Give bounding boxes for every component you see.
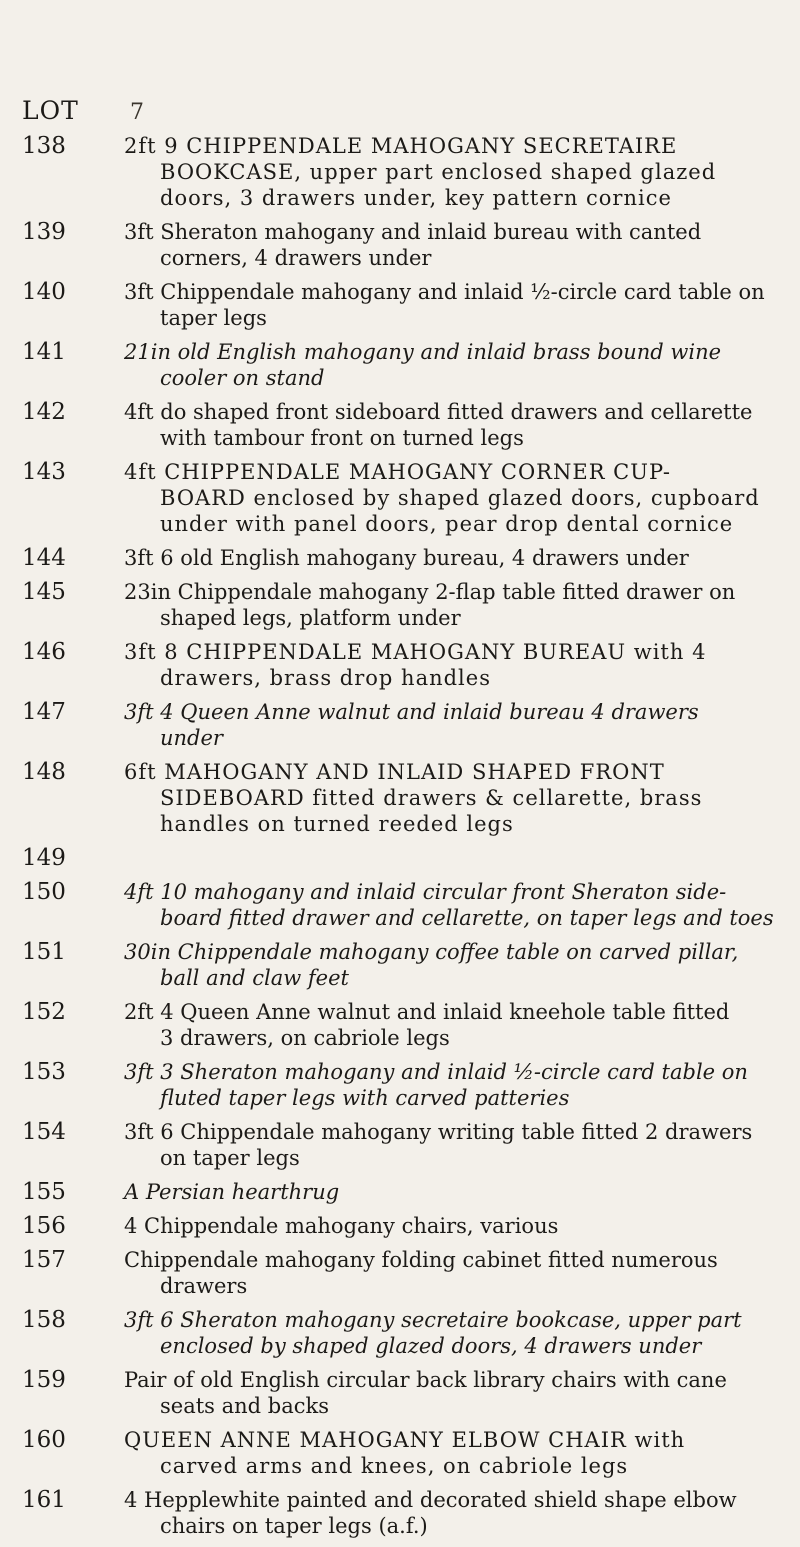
lot-description [124,339,778,391]
lot-number: 145 [22,579,66,605]
lot-entry [0,999,800,1051]
lot-description [124,759,778,837]
lot-description [124,999,778,1051]
lot-description-line: 23in Chippendale mahogany 2-flap table fitted drawer on [124,580,736,604]
lot-description [124,279,778,331]
lot-entry [0,459,800,537]
lot-number: 159 [22,1367,66,1393]
lot-number: 160 [22,1427,66,1453]
lot-description-line: A Persian hearthrug [124,1180,340,1204]
lot-description-line: 3ft 6 old English mahogany bureau, 4 drawers under [124,546,689,570]
lot-description-continuation: with tambour front on turned legs [160,426,524,450]
lot-description-continuation: drawers, brass drop handles [160,666,491,690]
lot-description-line: 2ft 9 CHIPPENDALE MAHOGANY SECRETAIRE [124,134,678,158]
lot-description [124,133,778,211]
page-mark: 7 [130,100,144,125]
lot-description-continuation: shaped legs, platform under [160,606,461,630]
lot-description-line: 4 Chippendale mahogany chairs, various [124,1214,559,1238]
lot-description-continuation: cooler on stand [160,366,325,390]
lot-entry [0,1427,800,1479]
lot-number: 147 [22,699,66,725]
lot-description-line: 3ft 6 Sheraton mahogany secretaire bookcase, upper part [124,1308,742,1332]
lot-entry [0,879,800,931]
lot-description-line: 6ft MAHOGANY AND INLAID SHAPED FRONT [124,760,665,784]
lot-description [124,1307,778,1359]
lot-number: 158 [22,1307,66,1333]
lot-number: 152 [22,999,66,1025]
lot-description-line: 3ft 6 Chippendale mahogany writing table fitted 2 drawers [124,1120,753,1144]
lot-description-line: Pair of old English circular back library chairs with cane [124,1368,727,1392]
lot-number: 157 [22,1247,66,1273]
lot-entry [0,579,800,631]
lot-description-line: QUEEN ANNE MAHOGANY ELBOW CHAIR with [124,1428,686,1452]
lot-entry [0,1119,800,1171]
lot-number: 139 [22,219,66,245]
lot-description-line: 3ft 3 Sheraton mahogany and inlaid ½-circle card table on [124,1060,748,1084]
lot-description [124,399,778,451]
lot-description-continuation: BOARD enclosed by shaped glazed doors, cupboard under with panel doors, pear drop dental cornice [160,486,760,536]
lot-description [124,699,778,751]
lot-entry [0,939,800,991]
lot-description-continuation: SIDEBOARD fitted drawers & cellarette, brass handles on turned reeded legs [160,786,703,836]
lot-entry [0,639,800,691]
lot-entry [0,845,800,871]
lot-number: 140 [22,279,66,305]
lot-number: 144 [22,545,66,571]
lot-list [0,133,800,1547]
lot-description [124,939,778,991]
lot-number: 138 [22,133,66,159]
lot-entry [0,133,800,211]
lot-description [124,579,778,631]
lot-number: 146 [22,639,66,665]
lot-entry [0,699,800,751]
lot-description-line: 2ft 4 Queen Anne walnut and inlaid kneehole table fitted [124,1000,730,1024]
lot-number: 148 [22,759,66,785]
lot-entry [0,1487,800,1539]
lot-description-continuation: on taper legs [160,1146,300,1170]
lot-description-line: 4ft 10 mahogany and inlaid circular front Sheraton side- [124,880,727,904]
lot-description [124,845,778,871]
lot-entry [0,545,800,571]
lot-number: 156 [22,1213,66,1239]
lot-description-continuation: drawers [160,1274,248,1298]
lot-description-continuation: fluted taper legs with carved patteries [160,1086,570,1110]
lot-description-continuation: board fitted drawer and cellarette, on taper legs and toes [160,906,774,930]
lot-description-continuation: corners, 4 drawers under [160,246,432,270]
lot-number: 154 [22,1119,66,1145]
lot-description-line: 3ft 8 CHIPPENDALE MAHOGANY BUREAU with 4 [124,640,707,664]
lot-entry [0,1367,800,1419]
lot-description-continuation: carved arms and knees, on cabriole legs [160,1454,629,1478]
lot-entry [0,1059,800,1111]
lot-description [124,879,778,931]
lot-entry [0,1247,800,1299]
lot-entry [0,279,800,331]
lot-description [124,1059,778,1111]
lot-description-continuation: taper legs [160,306,267,330]
lot-description-continuation: seats and backs [160,1394,330,1418]
lot-description [124,1367,778,1419]
lot-description-continuation: under [160,726,223,750]
lot-description-continuation: enclosed by shaped glazed doors, 4 drawers under [160,1334,702,1358]
lot-description-line: 3ft Sheraton mahogany and inlaid bureau with canted [124,220,702,244]
lot-description-line: 3ft Chippendale mahogany and inlaid ½-circle card table on [124,280,765,304]
lot-description-continuation: 3 drawers, on cabriole legs [160,1026,450,1050]
lot-description [124,459,778,537]
lot-description-continuation: BOOKCASE, upper part enclosed shaped glazed doors, 3 drawers under, key pattern cornice [160,160,717,210]
lot-description-line: 4ft CHIPPENDALE MAHOGANY CORNER CUP- [124,460,672,484]
lot-entry [0,399,800,451]
lot-description-line: 21in old English mahogany and inlaid brass bound wine [124,340,722,364]
lot-description-line: Chippendale mahogany folding cabinet fitted numerous [124,1248,718,1272]
lot-description [124,219,778,271]
lot-description-line: 4 Hepplewhite painted and decorated shield shape elbow [124,1488,737,1512]
lot-number: 141 [22,339,66,365]
lot-entry [0,219,800,271]
lot-description [124,1247,778,1299]
lot-number: 161 [22,1487,66,1513]
lot-entry [0,1213,800,1239]
lot-description [124,1119,778,1171]
lot-number: 150 [22,879,66,905]
lot-description [124,1427,778,1479]
lot-description [124,1487,778,1539]
lot-number: 143 [22,459,66,485]
lot-description [124,1179,778,1205]
lot-description-line: 3ft 4 Queen Anne walnut and inlaid bureau 4 drawers [124,700,699,724]
lot-entry [0,1307,800,1359]
lot-description [124,639,778,691]
lot-description-continuation: ball and claw feet [160,966,349,990]
lot-column-heading: LOT [22,96,79,125]
lot-description-line: 4ft do shaped front sideboard fitted drawers and cellarette [124,400,753,424]
lot-description [124,1213,778,1239]
lot-number: 155 [22,1179,66,1205]
lot-number: 142 [22,399,66,425]
lot-entry [0,339,800,391]
lot-entry [0,759,800,837]
lot-description-continuation: chairs on taper legs (a.f.) [160,1514,428,1538]
lot-description-line: 30in Chippendale mahogany coffee table on carved pillar, [124,940,739,964]
lot-number: 151 [22,939,66,965]
lot-number: 153 [22,1059,66,1085]
lot-number: 149 [22,845,66,871]
lot-entry [0,1179,800,1205]
lot-description [124,545,778,571]
